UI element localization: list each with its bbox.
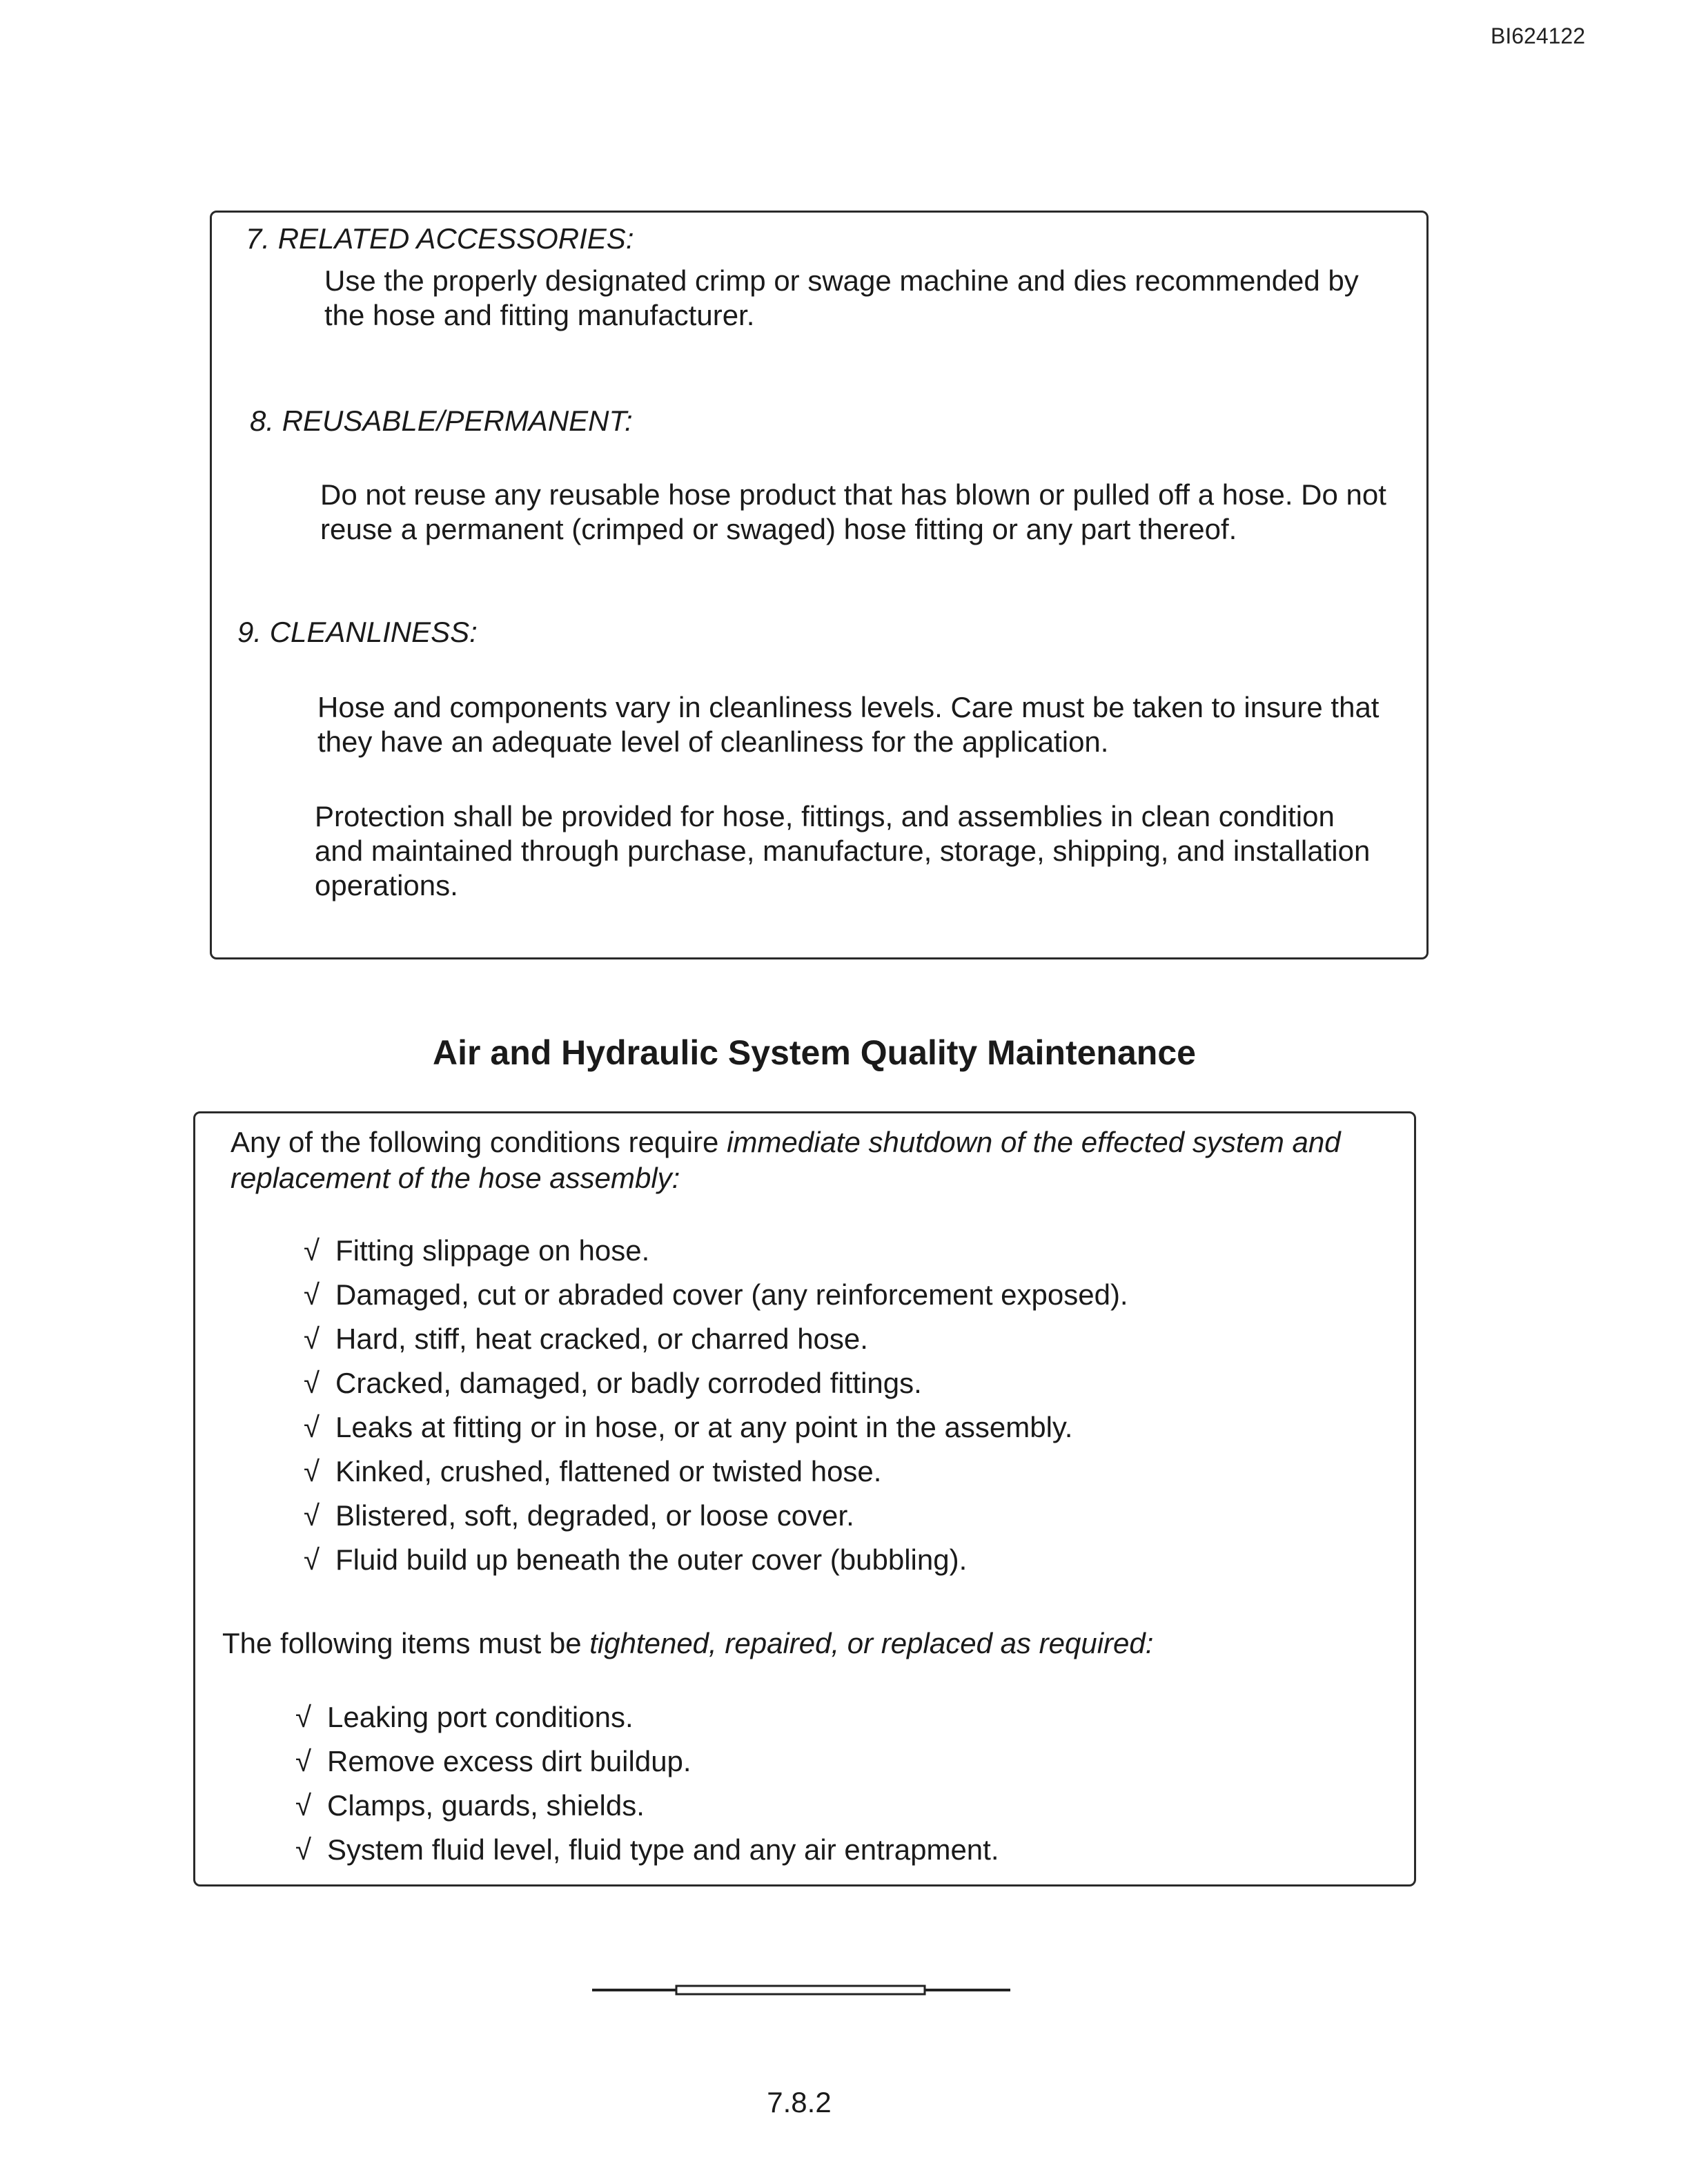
- shutdown-item: √ Leaks at fitting or in hose, or at any point in the assembly.: [304, 1405, 1128, 1450]
- checkmark-icon: √: [295, 1833, 312, 1866]
- shutdown-item: √ Fluid build up beneath the outer cover (bubbling).: [304, 1538, 1128, 1582]
- decorative-divider: [592, 1984, 1010, 1996]
- shutdown-item: √ Blistered, soft, degraded, or loose cover.: [304, 1494, 1128, 1538]
- shutdown-intro-emphasis-2: replacement of the hose assembly:: [230, 1162, 680, 1194]
- shutdown-item: √ Damaged, cut or abraded cover (any reinforcement exposed).: [304, 1273, 1128, 1317]
- shutdown-item: √ Fitting slippage on hose.: [304, 1229, 1128, 1273]
- repair-item: √ System fluid level, fluid type and any air entrapment.: [295, 1828, 999, 1872]
- item-7-heading: 7. RELATED ACCESSORIES:: [246, 222, 634, 255]
- item-9-para-2-line-3: operations.: [315, 869, 458, 901]
- shutdown-intro-line-1: [230, 1125, 1341, 1160]
- document-id: BI624122: [1491, 23, 1586, 48]
- shutdown-conditions-list: [304, 1229, 1128, 1582]
- repair-intro: [222, 1626, 1153, 1661]
- checkmark-icon: √: [304, 1323, 320, 1355]
- page-number: 7.8.2: [767, 2086, 832, 2118]
- checkmark-icon: √: [295, 1789, 312, 1822]
- item-9-para-2-line-1: Protection shall be provided for hose, fittings, and assemblies in clean condition: [315, 800, 1335, 832]
- section-title: Air and Hydraulic System Quality Maintenance: [433, 1033, 1196, 1072]
- item-7-text-line-2: the hose and fitting manufacturer.: [324, 299, 755, 331]
- checkmark-icon: √: [304, 1234, 320, 1267]
- shutdown-item: √ Cracked, damaged, or badly corroded fittings.: [304, 1361, 1128, 1405]
- item-8-text-line-1: Do not reuse any reusable hose product that has blown or pulled off a hose. Do not: [320, 478, 1386, 511]
- shutdown-item: √ Kinked, crushed, flattened or twisted hose.: [304, 1450, 1128, 1494]
- checkmark-icon: √: [295, 1701, 312, 1733]
- checkmark-icon: √: [304, 1499, 320, 1532]
- item-9-para-1-line-2: they have an adequate level of cleanliness for the application.: [317, 725, 1109, 758]
- shutdown-intro-emphasis: immediate shutdown of the effected system and: [727, 1126, 1341, 1158]
- item-7-text-line-1: Use the properly designated crimp or swage machine and dies recommended by: [324, 264, 1359, 297]
- repair-intro-emphasis: tightened, repaired, or replaced as required:: [589, 1627, 1154, 1659]
- item-9-para-1-line-1: Hose and components vary in cleanliness levels. Care must be taken to insure that: [317, 691, 1380, 723]
- item-9-heading: 9. CLEANLINESS:: [237, 616, 478, 648]
- shutdown-intro-plain: Any of the following conditions require: [230, 1126, 727, 1158]
- checkmark-icon: √: [304, 1455, 320, 1488]
- repair-item: √ Clamps, guards, shields.: [295, 1784, 999, 1828]
- item-8-text-line-2: reuse a permanent (crimped or swaged) hose fitting or any part thereof.: [320, 513, 1237, 545]
- repair-items-list: [295, 1695, 999, 1872]
- checkmark-icon: √: [304, 1367, 320, 1399]
- checkmark-icon: √: [304, 1543, 320, 1576]
- repair-intro-plain: The following items must be: [222, 1627, 590, 1659]
- checkmark-icon: √: [304, 1411, 320, 1443]
- checkmark-icon: √: [304, 1278, 320, 1311]
- shutdown-intro-line-2: [230, 1161, 680, 1196]
- item-8-heading: 8. REUSABLE/PERMANENT:: [250, 404, 633, 437]
- item-9-para-2-line-2: and maintained through purchase, manufacture, storage, shipping, and installation: [315, 835, 1371, 867]
- shutdown-item: √ Hard, stiff, heat cracked, or charred hose.: [304, 1317, 1128, 1361]
- repair-item: √ Remove excess dirt buildup.: [295, 1739, 999, 1784]
- checkmark-icon: √: [295, 1745, 312, 1777]
- repair-item: √ Leaking port conditions.: [295, 1695, 999, 1739]
